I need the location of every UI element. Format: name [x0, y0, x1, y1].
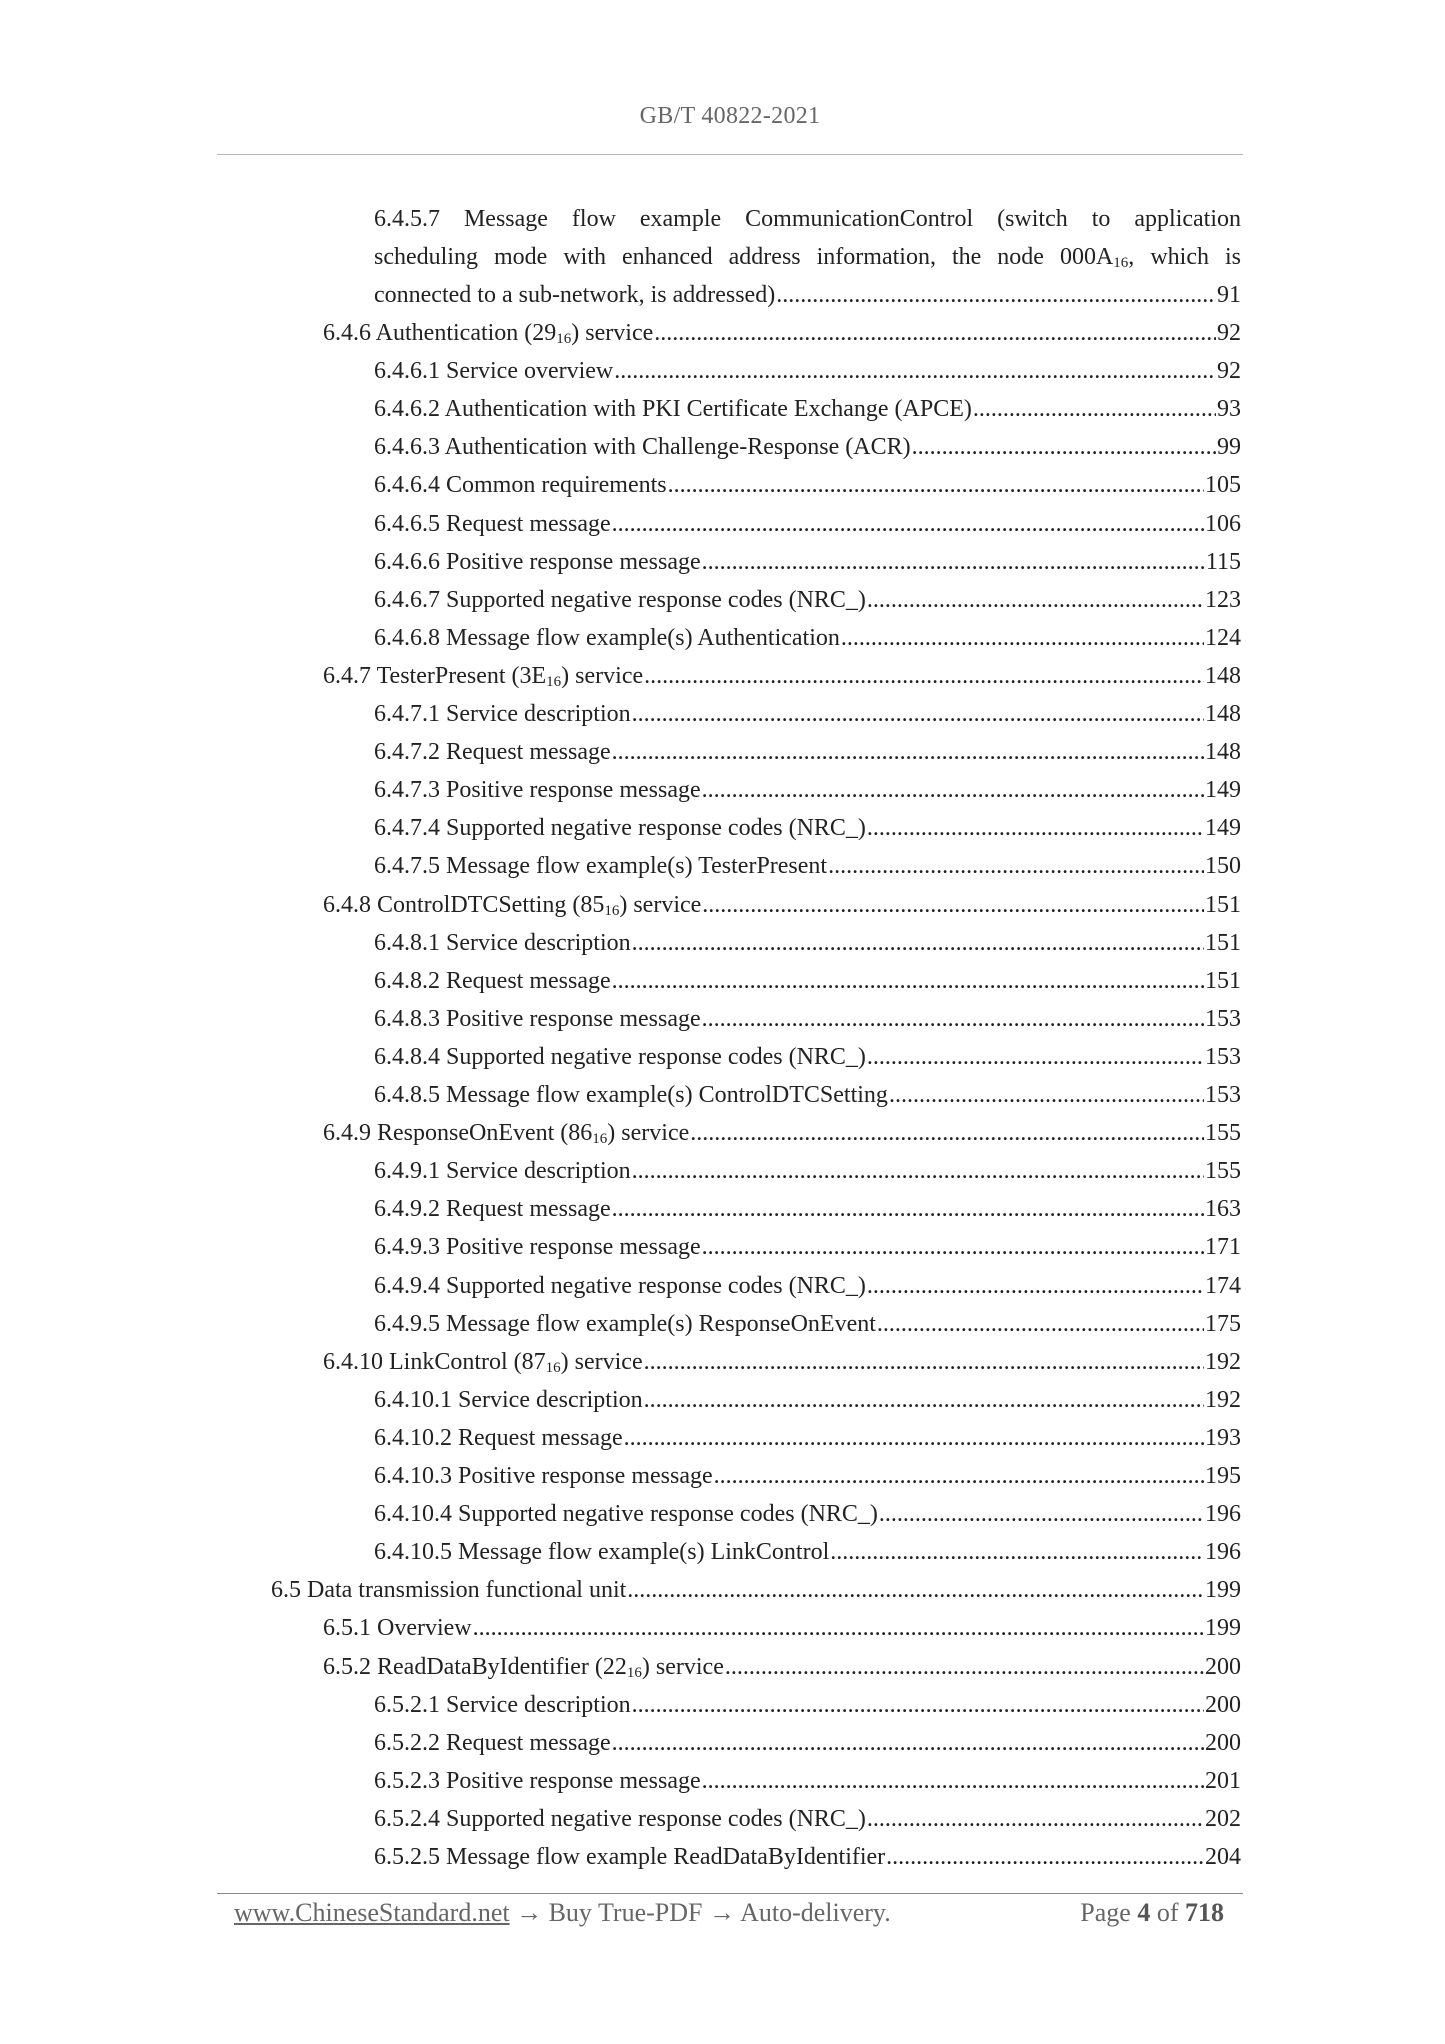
toc-entry[interactable] [374, 1190, 1241, 1228]
toc-entry-title [323, 314, 653, 352]
toc-text: 6.4.10 LinkControl (87 [323, 1348, 546, 1375]
toc-entry[interactable] [323, 886, 1241, 924]
toc-leader-dots [879, 1495, 1204, 1533]
toc-leader-dots [889, 1076, 1204, 1114]
toc-text: 6.4.8.5 Message flow example(s) ControlDTCSetting [374, 1082, 888, 1108]
toc-entry[interactable] [374, 962, 1241, 1000]
toc-entry-title [323, 1609, 472, 1647]
total-pages: 718 [1185, 1898, 1224, 1927]
toc-leader-dots [973, 390, 1216, 428]
toc-text: 6.5.2 ReadDataByIdentifier (22 [323, 1653, 627, 1680]
toc-leader-dots [612, 1190, 1204, 1228]
toc-leader-dots [632, 1686, 1204, 1724]
toc-text: 6.4.8.1 Service description [374, 929, 631, 956]
toc-entry[interactable] [323, 1343, 1241, 1381]
toc-entry-page: 192 [1205, 1348, 1241, 1375]
toc-entry[interactable] [374, 543, 1241, 581]
toc-text: 6.4.9.1 Service description [374, 1158, 631, 1185]
toc-leader-dots [612, 962, 1204, 1000]
arrow-icon: → [516, 1898, 543, 1927]
toc-entry-title [374, 962, 611, 1000]
toc-text: 6.4.10.5 Message flow example(s) LinkControl [374, 1539, 830, 1566]
toc-entry-page: 148 [1205, 701, 1241, 727]
page-indicator [1080, 1898, 1224, 1928]
toc-leader-dots [632, 924, 1204, 962]
toc-entry-page: 155 [1205, 1120, 1241, 1147]
toc-entry-page: 106 [1205, 510, 1241, 537]
toc-entry-page: 204 [1205, 1844, 1241, 1870]
toc-text: ) service [571, 320, 654, 346]
toc-text: 6.4.8.4 Supported negative response codes (NRC_) [374, 1043, 866, 1070]
toc-entry-page: 199 [1205, 1577, 1241, 1604]
toc-entry-title [374, 1457, 713, 1495]
toc-entry-page: 149 [1205, 777, 1241, 804]
toc-entry-page: 200 [1205, 1653, 1241, 1680]
toc-entry[interactable] [374, 1419, 1241, 1457]
toc-subscript: 16 [1113, 255, 1129, 271]
toc-text: 6.4.6.1 Service overview [374, 358, 614, 385]
toc-entry[interactable] [271, 1571, 1241, 1609]
toc-text: 6.5.2.4 Supported negative response codes (NRC_) [374, 1805, 866, 1832]
toc-entry[interactable] [374, 1305, 1241, 1343]
page-footer [234, 1898, 1224, 1928]
toc-entry[interactable] [323, 1114, 1241, 1152]
toc-entry-title [374, 1838, 885, 1876]
toc-leader-dots [841, 619, 1204, 657]
toc-entry-page: 115 [1205, 548, 1241, 575]
toc-entry-title [374, 1000, 701, 1038]
toc-entry[interactable] [374, 1762, 1241, 1800]
toc-text: 6.4.9.5 Message flow example(s) ResponseOnEvent [374, 1310, 876, 1337]
toc-text: 6.4.10.3 Positive response message [374, 1463, 713, 1489]
toc-entry-title [374, 352, 613, 390]
toc-leader-dots [702, 771, 1204, 809]
toc-entry-title [374, 581, 866, 619]
toc-text: ) service [641, 1653, 724, 1680]
toc-entry-page: 151 [1205, 967, 1241, 994]
toc-entry[interactable] [374, 1152, 1241, 1190]
toc-entry-page: 151 [1205, 929, 1241, 956]
delivery-text: Auto-delivery. [740, 1898, 891, 1927]
toc-text: 6.5.2.5 Message flow example ReadDataByIdentifier [374, 1844, 886, 1870]
footer-promo [234, 1898, 891, 1928]
toc-entry-title [374, 1686, 631, 1724]
toc-entry-page: 153 [1205, 1082, 1241, 1108]
toc-entry-page: 123 [1205, 586, 1241, 613]
toc-entry-title [374, 924, 631, 962]
toc-entry-page: 195 [1205, 1463, 1241, 1489]
toc-entry-title [323, 1114, 689, 1152]
toc-leader-dots [867, 1038, 1204, 1076]
toc-leader-dots [612, 1724, 1204, 1762]
toc-text: 6.4.10.4 Supported negative response codes (NRC_) [374, 1501, 878, 1528]
toc-leader-dots [877, 1305, 1204, 1343]
current-page: 4 [1137, 1898, 1151, 1927]
toc-text: ) service [561, 662, 644, 689]
toc-entry-page: 150 [1205, 853, 1241, 880]
toc-leader-dots [612, 733, 1204, 771]
toc-entry-title [374, 619, 840, 657]
toc-entry-title [374, 771, 701, 809]
toc-leader-dots [473, 1609, 1204, 1647]
toc-leader-dots [702, 1762, 1204, 1800]
toc-text: 6.5.2.3 Positive response message [374, 1767, 701, 1794]
toc-text: 6.4.6.2 Authentication with PKI Certificate Exchange (APCE) [374, 396, 972, 423]
toc-entry[interactable] [374, 1838, 1241, 1876]
toc-entry[interactable] [374, 1686, 1241, 1724]
toc-entry-title [374, 1305, 876, 1343]
toc-entry-title [374, 733, 611, 771]
toc-leader-dots [690, 1114, 1204, 1152]
toc-entry[interactable] [374, 1457, 1241, 1495]
toc-entry[interactable] [374, 1495, 1241, 1533]
toc-entry-title: connected to a sub-network, is addressed) [374, 282, 776, 308]
toc-text: 6.4.6.6 Positive response message [374, 548, 701, 575]
toc-leader-dots [644, 1343, 1204, 1381]
toc-leader-dots [830, 1533, 1204, 1571]
toc-entry-title [374, 428, 911, 466]
toc-leader-dots [702, 886, 1204, 924]
toc-entry-page: 192 [1205, 1386, 1241, 1413]
toc-subscript: 16 [556, 331, 572, 347]
toc-entry[interactable] [323, 657, 1241, 695]
toc-text: 6.4.6.8 Message flow example(s) Authentication [374, 624, 840, 651]
toc-leader-dots [867, 581, 1204, 619]
toc-entry[interactable] [374, 1267, 1241, 1305]
toc-text: ) service [607, 1120, 690, 1147]
toc-leader-dots [644, 657, 1204, 695]
toc-leader-dots [867, 809, 1204, 847]
toc-text: 6.4.8.2 Request message [374, 967, 611, 994]
toc-entry-title [374, 695, 631, 733]
toc-entry-page: 93 [1217, 396, 1241, 423]
toc-text: 6.4.9 ResponseOnEvent (86 [323, 1120, 593, 1147]
toc-leader-dots [654, 314, 1216, 352]
toc-entry-page: 193 [1205, 1424, 1241, 1451]
toc-entry[interactable] [374, 1076, 1241, 1114]
toc-entry[interactable] [374, 695, 1241, 733]
toc-entry-title [374, 1076, 888, 1114]
toc-text: 6.4.7.3 Positive response message [374, 777, 701, 804]
toc-entry-title [374, 1152, 631, 1190]
toc-leader-dots [867, 1800, 1204, 1838]
toc-text: 6.4.8.3 Positive response message [374, 1005, 701, 1032]
toc-leader-dots [702, 543, 1205, 581]
toc-leader-dots [627, 1571, 1204, 1609]
toc-entry[interactable] [374, 1000, 1241, 1038]
toc-leader-dots [912, 428, 1216, 466]
toc-entry-page: 148 [1205, 662, 1241, 689]
toc-entry-page: 163 [1205, 1196, 1241, 1223]
toc-leader-dots [776, 276, 1216, 314]
toc-entry-page: 92 [1217, 320, 1241, 346]
toc-entry[interactable] [374, 1533, 1241, 1571]
toc-entry-page: 124 [1205, 624, 1241, 651]
toc-entry-title [374, 809, 866, 847]
toc-entry-page: 171 [1205, 1234, 1241, 1261]
toc-subscript: 16 [604, 902, 620, 919]
toc-leader-dots [702, 1228, 1204, 1266]
site-link[interactable]: www.ChineseStandard.net [234, 1898, 510, 1927]
toc-entry-page: 151 [1205, 891, 1241, 918]
toc-entry[interactable] [374, 847, 1241, 885]
toc-text: 6.5.2.1 Service description [374, 1691, 631, 1718]
toc-entry-title [323, 1343, 643, 1381]
toc-entry-title [374, 1419, 623, 1457]
toc-leader-dots [668, 466, 1204, 504]
toc-entry-page: 149 [1205, 815, 1241, 842]
toc-entry-title [374, 1724, 611, 1762]
page-word: Page [1080, 1898, 1131, 1927]
toc-subscript: 16 [626, 1664, 642, 1681]
toc-entry-page: 148 [1205, 739, 1241, 766]
toc-leader-dots [828, 847, 1204, 885]
toc-text: 6.4.6.3 Authentication with Challenge-Response (ACR) [374, 434, 911, 461]
toc-text: 6.4.7.1 Service description [374, 701, 631, 727]
toc-text: 6.4.6.5 Request message [374, 510, 611, 537]
toc-entry[interactable] [374, 390, 1241, 428]
toc-leader-dots [714, 1457, 1204, 1495]
toc-text: 6.5 Data transmission functional unit [271, 1577, 627, 1604]
toc-entry[interactable] [374, 581, 1241, 619]
toc-entry[interactable] [374, 771, 1241, 809]
toc-leader-dots [632, 695, 1204, 733]
toc-text: ) service [619, 891, 702, 918]
toc-entry[interactable] [374, 619, 1241, 657]
toc-entry-page: 200 [1205, 1729, 1241, 1756]
toc-entry-title [374, 1038, 866, 1076]
toc-entry-title [374, 390, 972, 428]
toc-entry[interactable] [323, 314, 1241, 352]
toc-text: 6.4.6.4 Common requirements [374, 472, 667, 499]
toc-text: 6.4.9.2 Request message [374, 1196, 611, 1223]
footer-divider [217, 1893, 1243, 1894]
toc-entry-title [374, 1228, 701, 1266]
toc-entry[interactable] [323, 1609, 1241, 1647]
of-word: of [1156, 1898, 1179, 1927]
toc-text: 6.4.10.2 Request message [374, 1424, 623, 1451]
toc-entry[interactable] [374, 1228, 1241, 1266]
toc-entry-page: 199 [1205, 1615, 1241, 1642]
toc-entry-title [374, 466, 667, 504]
toc-entry-page: 200 [1205, 1691, 1241, 1718]
header-divider [217, 154, 1243, 155]
toc-text: scheduling mode with enhanced address information, the node 000A [374, 244, 1114, 270]
toc-entry[interactable] [374, 466, 1241, 504]
toc-entry-title [323, 657, 643, 695]
toc-wrapped-line-2 [374, 238, 1241, 276]
toc-entry[interactable] [374, 1800, 1241, 1838]
toc-entry-title [374, 1381, 643, 1419]
toc-entry-title [374, 505, 611, 543]
toc-text: 6.4.8 ControlDTCSetting (85 [323, 891, 605, 918]
toc-entry[interactable] [374, 505, 1241, 543]
toc-entry[interactable] [374, 352, 1241, 390]
toc-entry-page: 201 [1205, 1767, 1241, 1794]
toc-wrapped-line-1: 6.4.5.7 Message flow example CommunicationControl (switch to application [374, 206, 1241, 232]
toc-leader-dots [624, 1419, 1204, 1457]
toc-text: 6.4.9.3 Positive response message [374, 1234, 701, 1261]
toc-leader-dots [614, 352, 1216, 390]
toc-entry-title [323, 1648, 724, 1686]
toc-entry-title [271, 1571, 626, 1609]
toc-entry-title [374, 1800, 866, 1838]
toc-entry[interactable] [374, 1038, 1241, 1076]
toc-subscript: 16 [546, 673, 562, 690]
toc-entry-title [374, 1495, 878, 1533]
toc-leader-dots [612, 505, 1204, 543]
toc-entry-page: 153 [1205, 1043, 1241, 1070]
toc-entry[interactable] [374, 276, 1241, 314]
toc-text: 6.4.9.4 Supported negative response codes (NRC_) [374, 1272, 866, 1299]
toc-entry[interactable] [323, 1648, 1241, 1686]
toc-entry-title [374, 1190, 611, 1228]
toc-entry-title [374, 1762, 701, 1800]
toc-entry-page: 92 [1217, 358, 1241, 385]
toc-text: 6.5.2.2 Request message [374, 1729, 611, 1756]
toc-text: 6.4.7.2 Request message [374, 739, 611, 766]
toc-entry-page: 153 [1205, 1005, 1241, 1032]
toc-entry[interactable] [374, 428, 1241, 466]
toc-text: 6.4.7.5 Message flow example(s) TesterPresent [374, 853, 828, 880]
toc-text: ) service [560, 1348, 643, 1375]
toc-entry[interactable] [374, 733, 1241, 771]
toc-text: , which is [1128, 244, 1241, 270]
document-header: GB/T 40822-2021 [639, 103, 821, 129]
buy-text: Buy True-PDF [548, 1898, 703, 1927]
toc-leader-dots [867, 1267, 1204, 1305]
toc-entry-page: 105 [1205, 472, 1241, 499]
toc-entry-page: 196 [1205, 1501, 1241, 1528]
toc-subscript: 16 [592, 1131, 608, 1148]
toc-text: 6.5.1 Overview [323, 1615, 472, 1642]
arrow-icon: → [709, 1898, 735, 1927]
toc-entry-page: 155 [1205, 1158, 1241, 1185]
toc-entry[interactable] [374, 924, 1241, 962]
toc-entry-title [374, 1267, 866, 1305]
toc-entry-title [374, 1533, 829, 1571]
toc-entry[interactable] [374, 1381, 1241, 1419]
toc-entry[interactable] [374, 1724, 1241, 1762]
toc-entry-title [374, 543, 701, 581]
toc-entry-title [323, 886, 701, 924]
toc-entry-page: 175 [1205, 1310, 1241, 1337]
toc-subscript: 16 [545, 1359, 561, 1376]
toc-text: 6.4.6.7 Supported negative response codes (NRC_) [374, 586, 866, 613]
toc-text: 6.4.7 TesterPresent (3E [323, 662, 547, 689]
toc-entry-page: 202 [1205, 1805, 1241, 1832]
toc-text: 6.4.10.1 Service description [374, 1386, 643, 1413]
toc-text: 6.4.6 Authentication (29 [323, 320, 557, 346]
toc-entry-page: 196 [1205, 1539, 1241, 1566]
toc-entry-page: 91 [1217, 282, 1241, 308]
toc-text: 6.4.7.4 Supported negative response codes (NRC_) [374, 815, 866, 842]
toc-entry-page: 174 [1205, 1272, 1241, 1299]
toc-leader-dots [644, 1381, 1204, 1419]
toc-leader-dots [725, 1648, 1204, 1686]
toc-leader-dots [702, 1000, 1204, 1038]
toc-entry-page: 99 [1217, 434, 1241, 461]
toc-leader-dots [886, 1838, 1204, 1876]
toc-leader-dots [632, 1152, 1204, 1190]
toc-entry-title [374, 847, 827, 885]
toc-entry[interactable] [374, 809, 1241, 847]
